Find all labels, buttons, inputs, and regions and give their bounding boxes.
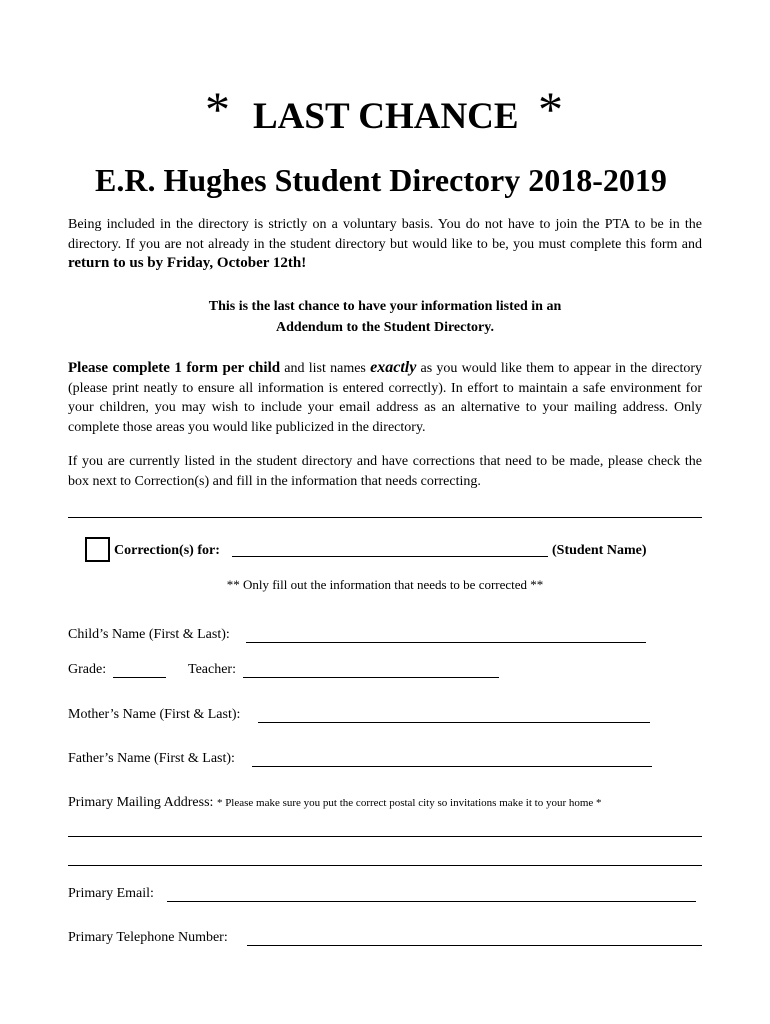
father-name-label: Father’s Name (First & Last): [68,751,235,766]
intro-paragraph [68,215,702,274]
correction-checkbox[interactable] [85,537,110,562]
instructions-mid: and list names [280,361,371,376]
grade-field[interactable] [113,677,166,678]
section-divider [68,517,702,518]
instructions-paragraph [68,358,702,437]
mother-name-label: Mother’s Name (First & Last): [68,707,241,722]
email-label: Primary Email: [68,886,154,901]
instructions-rest: as you would like them to appear in the directory (please print neatly to ensure all information is entered correctly). In effort to maintain a safe environment for your children, you may wish to include your email address as an alternative to your mailing address. Only complete those areas you would like publicized in the directory. [68,361,702,435]
phone-label: Primary Telephone Number: [68,930,228,945]
notice-line-1: This is the last chance to have your information listed in an [208,299,562,314]
instructions-lead: Please complete 1 form per child [68,360,281,376]
teacher-label: Teacher: [188,662,236,677]
teacher-field[interactable] [243,677,499,678]
intro-text: Being included in the directory is strictly on a voluntary basis. You do not have to join the PTA to be in the directory. If you are not already in the student directory but would like to be, you must complete this form and [68,217,702,252]
grade-label: Grade: [68,662,107,677]
heading-star-right: * [538,81,563,137]
notice-line-2: Addendum to the Student Directory. [276,320,494,335]
phone-field[interactable] [247,945,702,946]
email-field[interactable] [167,901,696,902]
child-name-field[interactable] [246,642,646,643]
page-title: LAST CHANCE [253,96,519,137]
correction-suffix: (Student Name) [552,543,647,558]
correction-note: ** Only fill out the information that needs to be corrected ** [226,577,544,592]
mailing-address-note: * Please make sure you put the correct postal city so invitations make it to your home * [216,797,602,809]
correction-student-name-field[interactable] [232,556,548,557]
child-name-label: Child’s Name (First & Last): [68,627,230,642]
mailing-address-line-2[interactable] [68,865,702,866]
page-subtitle: E.R. Hughes Student Directory 2018-2019 [95,162,667,198]
correction-label: Correction(s) for: [114,543,220,558]
instructions-emphasis: exactly [370,359,417,376]
intro-deadline: return to us by Friday, October 12th! [68,255,307,271]
corrections-paragraph: If you are currently listed in the student directory and have corrections that need to be made, please check the box next to Correction(s) and fill in the information that needs correcting. [68,454,702,489]
mailing-address-label-text: Primary Mailing Address: [68,795,214,810]
mailing-address-line-1[interactable] [68,836,702,837]
mailing-address-label [68,794,602,812]
mother-name-field[interactable] [258,722,650,723]
father-name-field[interactable] [252,766,652,767]
heading-star-left: * [205,81,230,137]
